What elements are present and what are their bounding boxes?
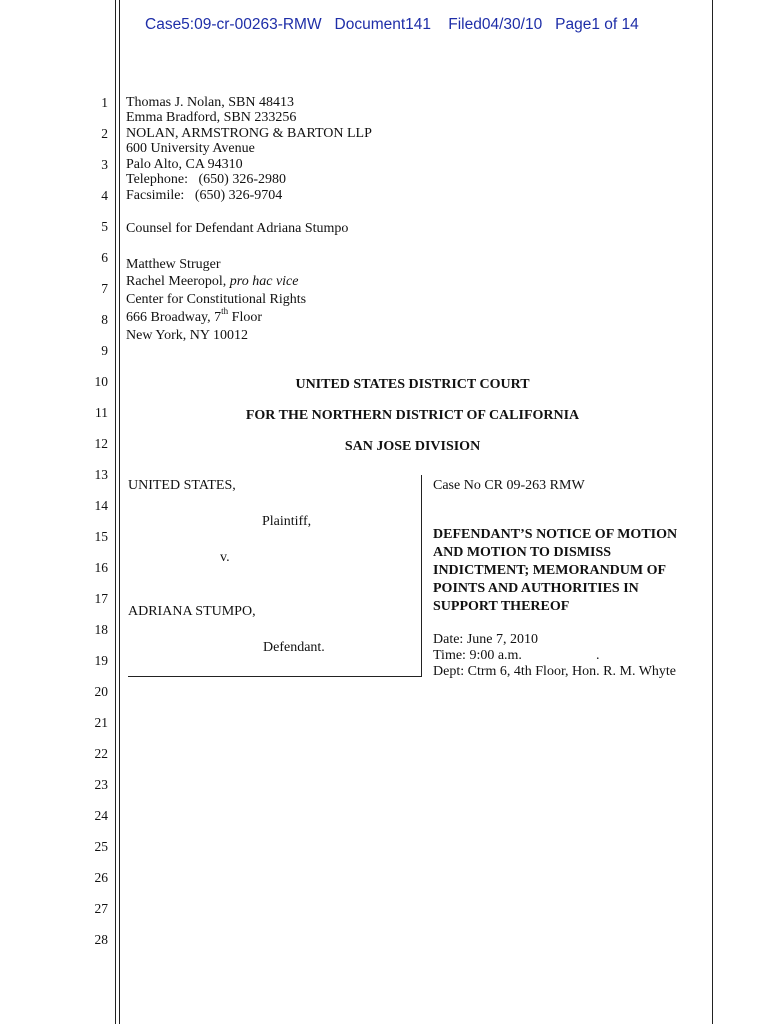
document-title-line: AND MOTION TO DISMISS	[433, 545, 612, 560]
pro-hac-vice-note: pro hac vice	[229, 274, 299, 289]
hearing-date: Date: June 7, 2010	[433, 632, 538, 647]
line-number: 2	[101, 126, 108, 141]
line-number: 8	[101, 312, 108, 327]
line-number: 18	[94, 622, 108, 637]
line-number: 1	[101, 95, 108, 110]
document-title-line: INDICTMENT; MEMORANDUM OF	[433, 563, 667, 578]
ordinal-suffix: th	[221, 306, 229, 317]
address-part: 666 Broadway, 7	[126, 310, 222, 325]
line-number: 23	[94, 777, 108, 792]
left-margin-rule-inner	[119, 0, 120, 1024]
counsel-line: Palo Alto, CA 94310	[126, 157, 243, 172]
counsel-line: Telephone: (650) 326-2980	[126, 172, 286, 187]
court-district: FOR THE NORTHERN DISTRICT OF CALIFORNIA	[245, 408, 580, 423]
line-number: 16	[94, 560, 108, 575]
line-number: 17	[94, 591, 108, 606]
line-number: 5	[101, 219, 108, 234]
header-filed-date: Filed04/30/10	[448, 16, 543, 33]
caption-divider	[421, 475, 422, 676]
line-number: 4	[101, 188, 108, 203]
court-name: UNITED STATES DISTRICT COURT	[295, 377, 530, 392]
line-number: 13	[94, 467, 108, 482]
line-number: 27	[94, 901, 108, 916]
right-margin-rule	[712, 0, 713, 1024]
counsel-for-defendant: Counsel for Defendant Adriana Stumpo	[126, 221, 349, 236]
counsel-line: Matthew Struger	[126, 257, 221, 272]
line-number: 14	[94, 498, 108, 513]
counsel-name: Rachel Meeropol,	[126, 274, 230, 289]
line-number: 22	[94, 746, 108, 761]
hearing-department: Dept: Ctrm 6, 4th Floor, Hon. R. M. Whyte	[433, 664, 677, 679]
line-number: 26	[94, 870, 108, 885]
line-number: 20	[94, 684, 108, 699]
counsel-line: 600 University Avenue	[126, 141, 255, 156]
header-page-count: Page1 of 14	[555, 16, 639, 33]
ecf-header-stamp	[145, 16, 639, 34]
case-number: Case No CR 09-263 RMW	[433, 478, 585, 493]
line-number: 24	[94, 808, 108, 823]
header-case-number: Case5:09-cr-00263-RMW	[145, 16, 322, 33]
hearing-time-dot: .	[596, 648, 600, 663]
line-number: 7	[101, 281, 108, 296]
left-margin-rule	[115, 0, 116, 1024]
line-number: 19	[94, 653, 108, 668]
line-number: 21	[94, 715, 108, 730]
hearing-time: Time: 9:00 a.m.	[433, 648, 522, 663]
counsel-line: Facsimile: (650) 326-9704	[126, 188, 283, 203]
plaintiff-label: Plaintiff,	[262, 514, 312, 529]
document-title-line: DEFENDANT’S NOTICE OF MOTION	[433, 527, 678, 542]
defendant-label: Defendant.	[263, 640, 325, 655]
plaintiff-party: UNITED STATES,	[128, 478, 236, 493]
versus: v.	[220, 550, 230, 565]
counsel-line: Center for Constitutional Rights	[126, 292, 307, 307]
counsel-line	[126, 306, 262, 326]
counsel-line: Thomas J. Nolan, SBN 48413	[126, 95, 294, 110]
line-number: 10	[94, 374, 108, 389]
line-number: 12	[94, 436, 108, 451]
address-part: Floor	[228, 310, 262, 325]
line-number: 28	[94, 932, 108, 947]
counsel-line: NOLAN, ARMSTRONG & BARTON LLP	[126, 126, 372, 141]
court-division: SAN JOSE DIVISION	[344, 439, 481, 454]
line-number: 3	[101, 157, 108, 172]
counsel-line	[126, 274, 298, 290]
line-number: 9	[101, 343, 108, 358]
defendant-party: ADRIANA STUMPO,	[128, 604, 256, 619]
caption-bottom-rule	[128, 676, 422, 677]
line-number: 15	[94, 529, 108, 544]
line-number: 25	[94, 839, 108, 854]
line-number: 6	[101, 250, 108, 265]
line-number: 11	[95, 405, 108, 420]
header-document-number: Document141	[334, 16, 432, 33]
document-title-line: POINTS AND AUTHORITIES IN	[433, 581, 639, 596]
counsel-line: New York, NY 10012	[126, 328, 248, 343]
document-title-line: SUPPORT THEREOF	[433, 599, 570, 614]
counsel-line: Emma Bradford, SBN 233256	[126, 110, 297, 125]
